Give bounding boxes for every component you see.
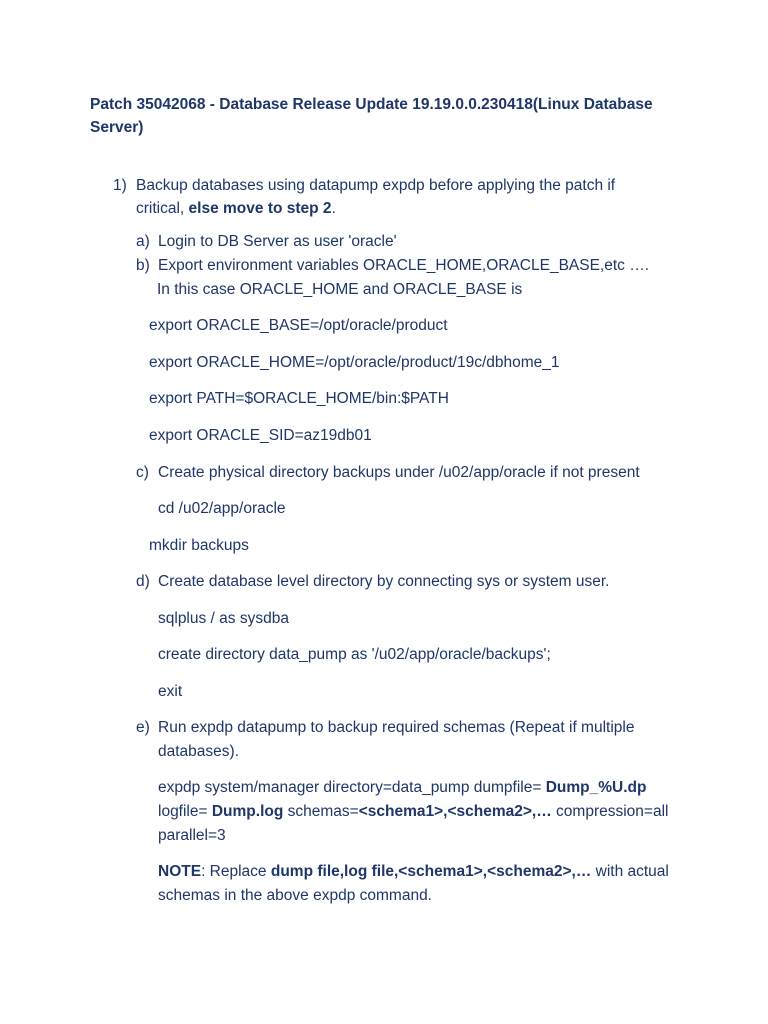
note-line2: schemas in the above expdp command.: [158, 887, 432, 904]
step-c-marker: c): [136, 464, 149, 481]
step-a-text: Login to DB Server as user 'oracle': [158, 233, 397, 250]
export-oracle-base: export ORACLE_BASE=/opt/oracle/product: [149, 317, 448, 334]
step1-text: Backup databases using datapump expdp before applying the patch if: [136, 177, 616, 194]
expdp-schemas-label: schemas=: [283, 803, 359, 820]
step-d-cmd-sqlplus: sqlplus / as sysdba: [158, 610, 289, 627]
note-plain1: : Replace: [201, 863, 271, 880]
step-b-text: Export environment variables ORACLE_HOME,ORACLE_BASE,etc ….: [158, 257, 650, 274]
expdp-cmd-plain: expdp system/manager directory=data_pump dumpfile=: [158, 779, 546, 796]
expdp-dumpfile-value: Dump_%U.dp: [545, 779, 647, 796]
step-d-text: Create database level directory by connecting sys or system user.: [158, 573, 610, 590]
doc-title-line1: Patch 35042068 - Database Release Update 19.19.0.0.230418(Linux Database: [90, 96, 653, 113]
note-plain2: with actual: [591, 863, 669, 880]
step-b-continuation: In this case ORACLE_HOME and ORACLE_BASE is: [157, 281, 523, 298]
note-line1: [158, 862, 669, 882]
expdp-command-line1: [158, 778, 646, 798]
step-e-marker: e): [136, 719, 150, 736]
expdp-logfile-value: Dump.log: [211, 803, 284, 820]
expdp-command-line3: parallel=3: [158, 827, 226, 844]
note-bold-items: dump file,log file,<schema1>,<schema2>,…: [270, 863, 592, 880]
step1-number: 1): [113, 177, 127, 194]
step1-cont-end: .: [331, 200, 336, 217]
step-d-cmd-exit: exit: [158, 683, 183, 700]
expdp-compression: compression=all: [551, 803, 669, 820]
step-d-cmd-create-directory: create directory data_pump as '/u02/app/oracle/backups';: [158, 646, 551, 663]
step1-continuation: [136, 199, 336, 219]
export-oracle-sid: export ORACLE_SID=az19db01: [149, 427, 372, 444]
expdp-command-line2: [158, 802, 668, 822]
export-path: export PATH=$ORACLE_HOME/bin:$PATH: [149, 390, 449, 407]
step-c-cmd-mkdir: mkdir backups: [149, 537, 249, 554]
step-a-marker: a): [136, 233, 150, 250]
export-oracle-home: export ORACLE_HOME=/opt/oracle/product/19c/dbhome_1: [149, 354, 560, 371]
step-c-cmd-cd: cd /u02/app/oracle: [158, 500, 286, 517]
note-label: NOTE: [158, 863, 202, 880]
step-e-text: Run expdp datapump to backup required schemas (Repeat if multiple: [158, 719, 635, 736]
expdp-schemas-value: <schema1>,<schema2>,…: [358, 803, 552, 820]
step-d-marker: d): [136, 573, 150, 590]
expdp-logfile-label: logfile=: [158, 803, 212, 820]
doc-title-line2: Server): [90, 119, 144, 136]
step1-cont-bold: else move to step 2: [188, 200, 332, 217]
step-e-continuation: databases).: [158, 743, 239, 760]
step1-cont-plain: critical,: [136, 200, 189, 217]
step-b-marker: b): [136, 257, 150, 274]
step-c-text: Create physical directory backups under /u02/app/oracle if not present: [158, 464, 640, 481]
